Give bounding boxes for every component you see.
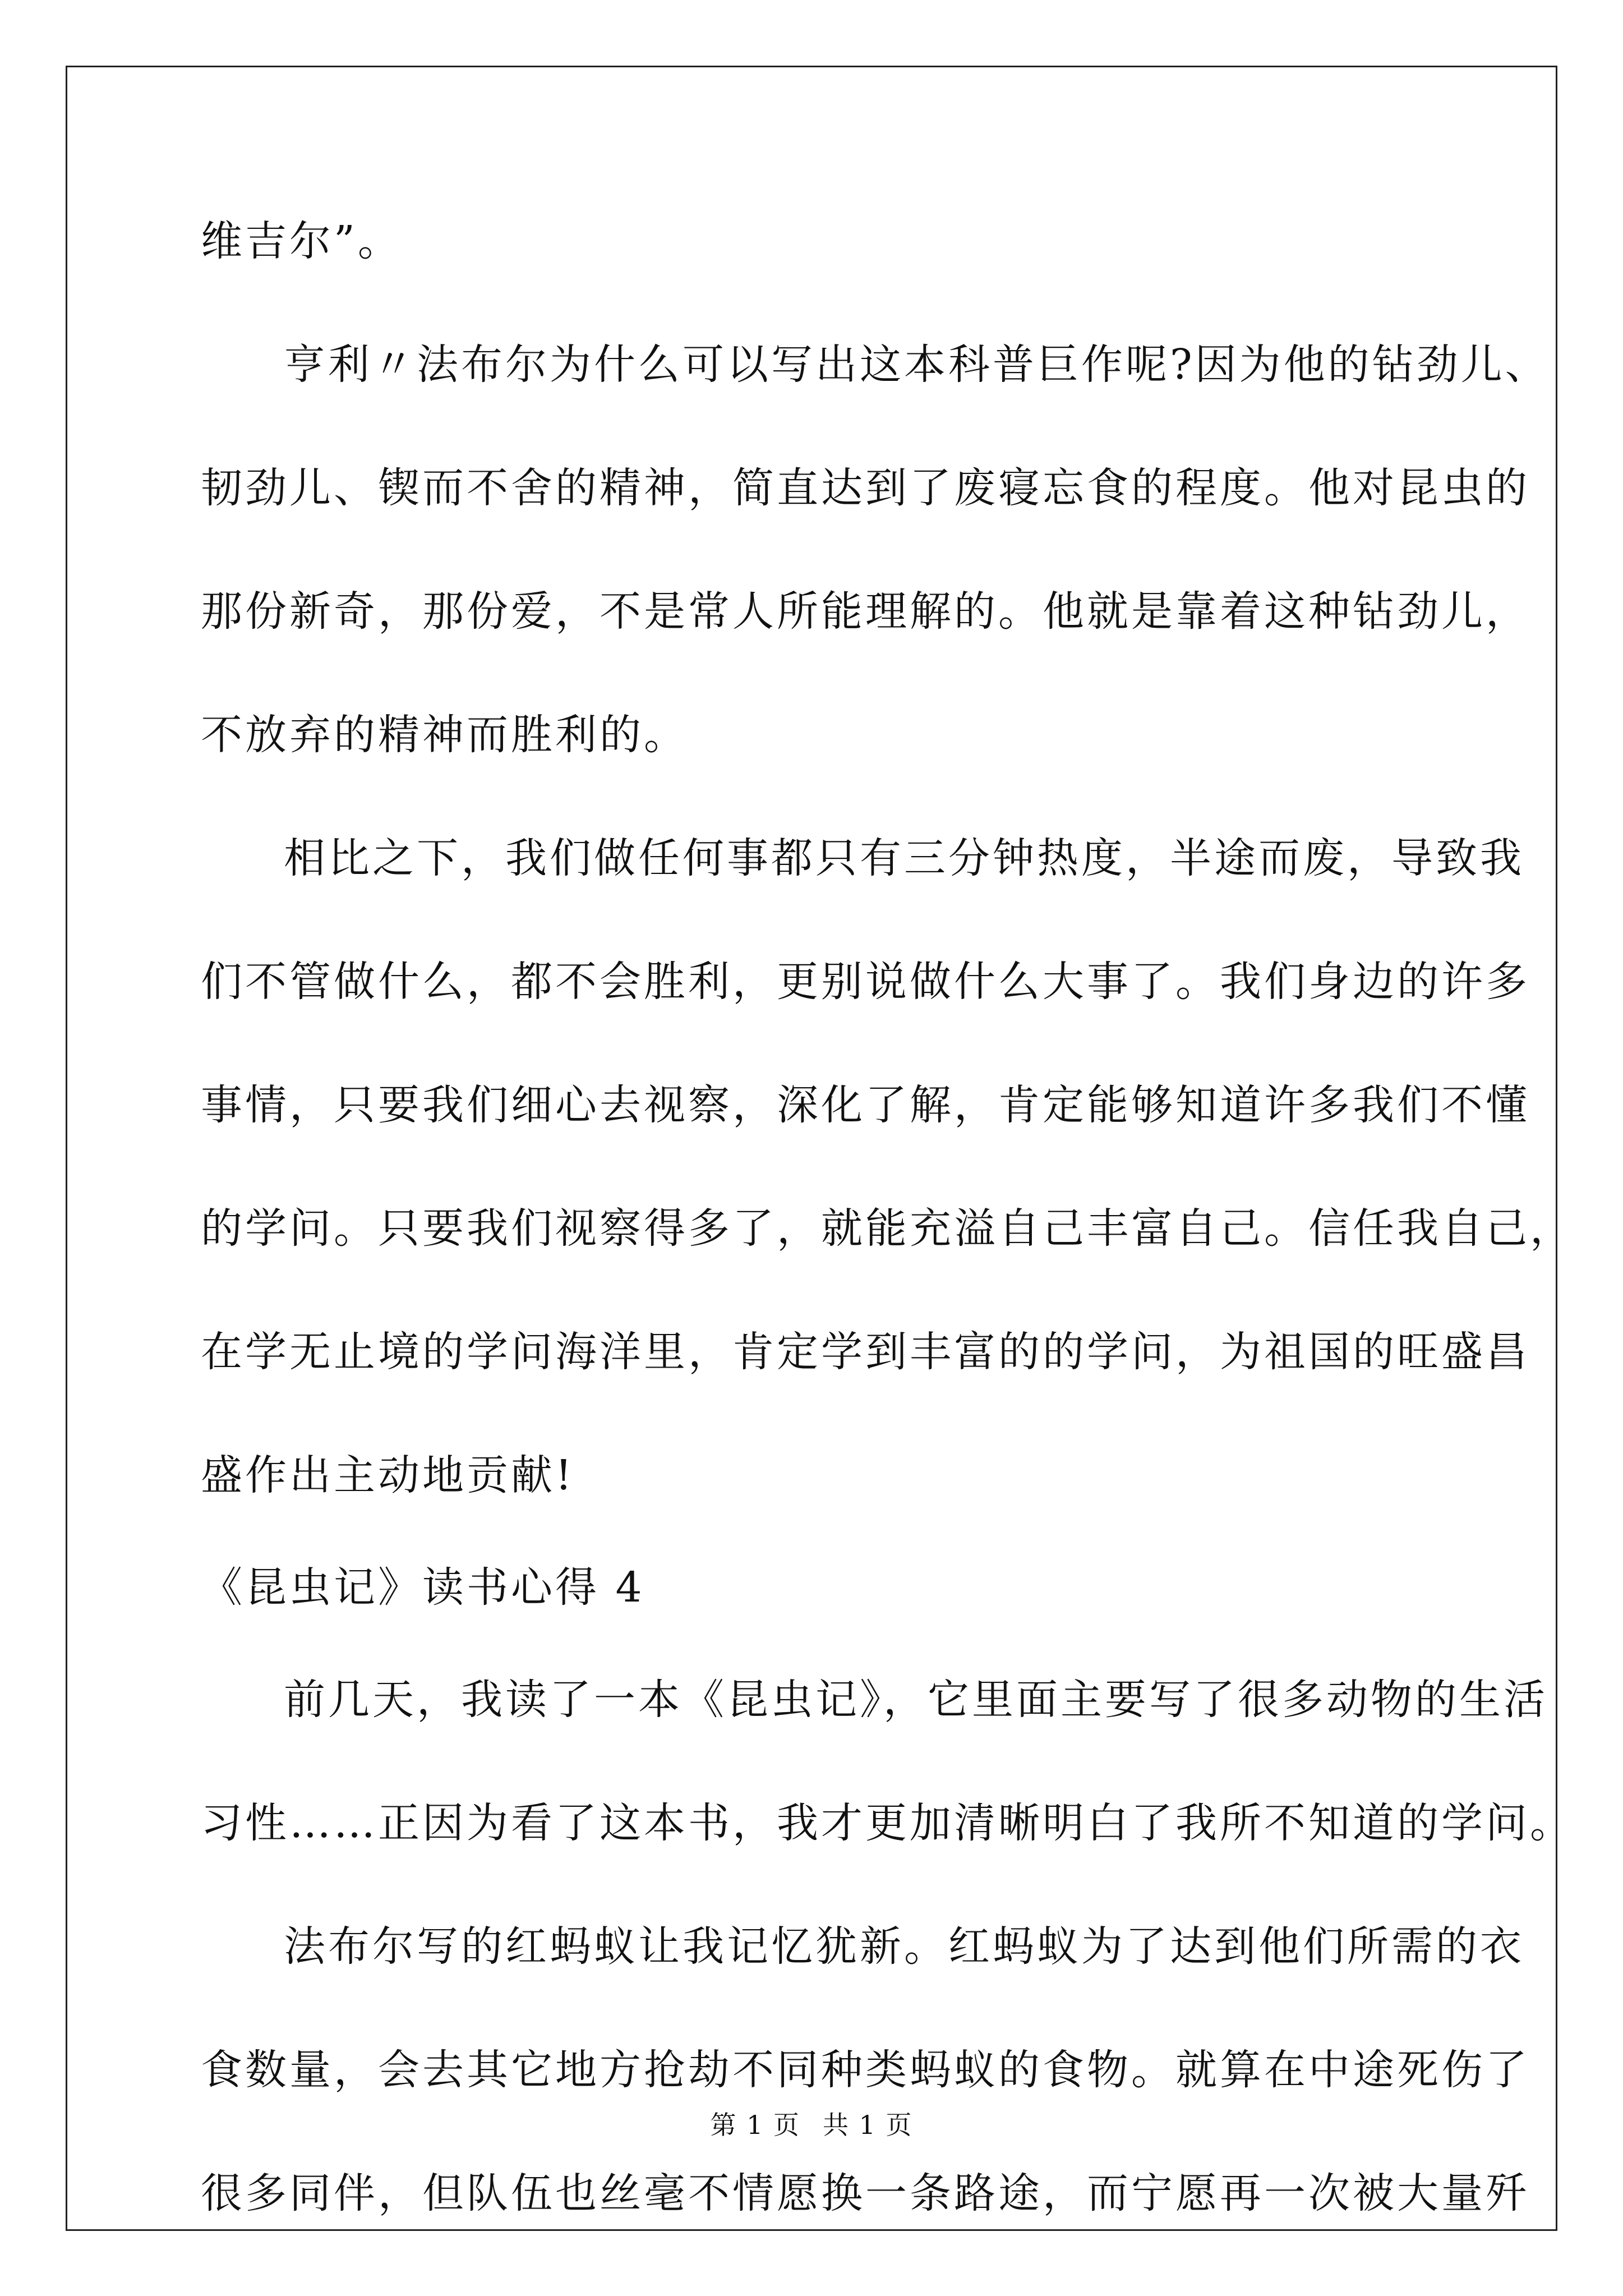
text-line: 事情，只要我们细心去视察，深化了解，肯定能够知道许多我们不懂 (201, 1081, 1530, 1129)
text-line: 食数量，会去其它地方抢劫不同种类蚂蚁的食物。就算在中途死伤了 (201, 2046, 1530, 2094)
paragraph-start-line: 法布尔写的红蚂蚁让我记忆犹新。红蚂蚁为了达到他们所需的衣 (284, 1922, 1524, 1971)
text-line: 在学无止境的学问海洋里，肯定学到丰富的的学问，为祖国的旺盛昌 (201, 1328, 1530, 1376)
paragraph-start-line: 前几天，我读了一本《昆虫记》，它里面主要写了很多动物的生活 (284, 1676, 1548, 1724)
section-heading: 《昆虫记》读书心得 4 (201, 1563, 645, 1612)
text-line: 维吉尔”。 (201, 217, 402, 265)
text-line: 们不管做什么，都不会胜利，更别说做什么大事了。我们身边的许多 (201, 958, 1530, 1006)
text-line: 那份新奇，那份爱，不是常人所能理解的。他就是靠着这种钻劲儿， (201, 587, 1530, 636)
text-line: 很多同伴，但队伍也丝毫不情愿换一条路途，而宁愿再一次被大量歼 (201, 2169, 1530, 2217)
page-total: 共 1 页 (823, 2110, 913, 2140)
text-line: 韧劲儿、锲而不舍的精神，简直达到了废寝忘食的程度。他对昆虫的 (201, 464, 1530, 512)
paragraph-start-line: 相比之下，我们做任何事都只有三分钟热度，半途而废，导致我 (284, 834, 1524, 882)
page-number: 第 1 页 (710, 2110, 800, 2140)
text-line: 不放弃的精神而胜利的。 (201, 711, 688, 759)
paragraph-start-line: 亨利〃法布尔为什么可以写出这本科普巨作呢?因为他的钻劲儿、 (284, 341, 1550, 389)
text-line: 习性……正因为看了这本书，我才更加清晰明白了我所不知道的学问。 (201, 1799, 1574, 1847)
text-line: 盛作出主动地贡献! (201, 1451, 575, 1499)
page-footer (0, 2108, 1623, 2142)
text-line: 的学问。只要我们视察得多了，就能充溢自己丰富自己。信任我自己， (201, 1204, 1574, 1253)
